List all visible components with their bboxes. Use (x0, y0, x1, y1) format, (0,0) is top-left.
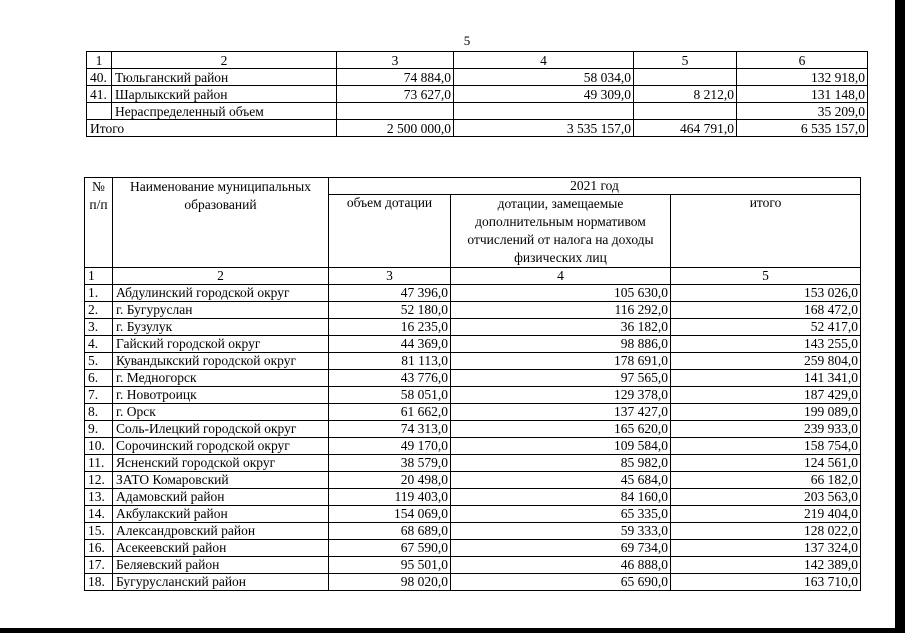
column-number-row (85, 268, 861, 285)
row-number: 13. (85, 489, 113, 506)
cell-col5 (634, 103, 737, 120)
cell-total: 203 563,0 (671, 489, 861, 506)
cell-total: 219 404,0 (671, 506, 861, 523)
cell-col5 (634, 69, 737, 86)
row-number (87, 103, 112, 120)
header-name: Наименование муниципальных образований (113, 178, 329, 268)
cell-col3: 74 884,0 (337, 69, 454, 86)
cell-col3: 73 627,0 (337, 86, 454, 103)
header-col5: итого (671, 195, 861, 268)
cell-total: 142 389,0 (671, 557, 861, 574)
total-col5: 464 791,0 (634, 120, 737, 137)
municipality-name: Александровский район (113, 523, 329, 540)
row-number: 6. (85, 370, 113, 387)
municipality-name: Гайский городской округ (113, 336, 329, 353)
municipality-name: г. Медногорск (113, 370, 329, 387)
cell-total: 137 324,0 (671, 540, 861, 557)
total-col4: 3 535 157,0 (454, 120, 634, 137)
row-number: 11. (85, 455, 113, 472)
row-number: 14. (85, 506, 113, 523)
cell-additional-norm: 178 691,0 (451, 353, 671, 370)
table-continued (86, 51, 868, 137)
table-row (85, 370, 861, 387)
table-row (85, 557, 861, 574)
cell-subsidy: 98 020,0 (329, 574, 451, 591)
cell-additional-norm: 85 982,0 (451, 455, 671, 472)
cell-total: 239 933,0 (671, 421, 861, 438)
row-number: 4. (85, 336, 113, 353)
municipality-name: Нераспределенный объем (112, 103, 337, 120)
municipality-name: г. Бугуруслан (113, 302, 329, 319)
cell-additional-norm: 45 684,0 (451, 472, 671, 489)
table-row (85, 489, 861, 506)
cell-total: 128 022,0 (671, 523, 861, 540)
municipality-name: г. Новотроицк (113, 387, 329, 404)
cell-additional-norm: 116 292,0 (451, 302, 671, 319)
header-row (85, 178, 861, 195)
table-row (85, 574, 861, 591)
cell-subsidy: 81 113,0 (329, 353, 451, 370)
table-row (85, 404, 861, 421)
header-col4: дотации, замещаемые дополнительным нормативом отчислений от налога на доходы физических лиц (451, 195, 671, 268)
table-row (85, 421, 861, 438)
table-row (85, 353, 861, 370)
table-row (85, 455, 861, 472)
cell-col5: 8 212,0 (634, 86, 737, 103)
municipality-name: Кувандыкский городской округ (113, 353, 329, 370)
municipality-name: Сорочинский городской округ (113, 438, 329, 455)
table-row (87, 103, 868, 120)
row-number: 12. (85, 472, 113, 489)
total-col3: 2 500 000,0 (337, 120, 454, 137)
row-number: 2. (85, 302, 113, 319)
page-number: 5 (463, 33, 471, 48)
municipality-name: г. Бузулук (113, 319, 329, 336)
cell-total: 168 472,0 (671, 302, 861, 319)
cell-total: 52 417,0 (671, 319, 861, 336)
page-right-border (895, 0, 905, 633)
cell-additional-norm: 65 690,0 (451, 574, 671, 591)
table-row (85, 506, 861, 523)
cell-col3 (337, 103, 454, 120)
page-bottom-border (0, 628, 905, 633)
column-number: 3 (329, 268, 451, 285)
row-number: 17. (85, 557, 113, 574)
column-number: 2 (112, 52, 337, 69)
row-number: 15. (85, 523, 113, 540)
total-col6: 6 535 157,0 (737, 120, 868, 137)
cell-subsidy: 20 498,0 (329, 472, 451, 489)
table-2021 (84, 177, 861, 591)
cell-additional-norm: 109 584,0 (451, 438, 671, 455)
cell-total: 141 341,0 (671, 370, 861, 387)
header-num: № п/п (85, 178, 113, 268)
cell-subsidy: 74 313,0 (329, 421, 451, 438)
municipality-name: Беляевский район (113, 557, 329, 574)
cell-subsidy: 68 689,0 (329, 523, 451, 540)
cell-additional-norm: 69 734,0 (451, 540, 671, 557)
cell-total: 143 255,0 (671, 336, 861, 353)
cell-subsidy: 154 069,0 (329, 506, 451, 523)
column-number: 5 (634, 52, 737, 69)
cell-subsidy: 67 590,0 (329, 540, 451, 557)
row-number: 1. (85, 285, 113, 302)
cell-subsidy: 49 170,0 (329, 438, 451, 455)
row-number: 41. (87, 86, 112, 103)
municipality-name: Шарлыкский район (112, 86, 337, 103)
cell-subsidy: 52 180,0 (329, 302, 451, 319)
cell-additional-norm: 129 378,0 (451, 387, 671, 404)
column-number-row (87, 52, 868, 69)
column-number: 1 (85, 268, 113, 285)
table-row (85, 387, 861, 404)
cell-total: 158 754,0 (671, 438, 861, 455)
cell-total: 187 429,0 (671, 387, 861, 404)
cell-col6: 132 918,0 (737, 69, 868, 86)
table-row (85, 285, 861, 302)
cell-additional-norm: 137 427,0 (451, 404, 671, 421)
table-row (87, 69, 868, 86)
row-number: 8. (85, 404, 113, 421)
cell-total: 66 182,0 (671, 472, 861, 489)
municipality-name: Тюльганский район (112, 69, 337, 86)
cell-additional-norm: 165 620,0 (451, 421, 671, 438)
row-number: 40. (87, 69, 112, 86)
cell-total: 199 089,0 (671, 404, 861, 421)
total-row (87, 120, 868, 137)
column-number: 4 (451, 268, 671, 285)
cell-additional-norm: 105 630,0 (451, 285, 671, 302)
table-row (85, 472, 861, 489)
table-row (87, 86, 868, 103)
cell-subsidy: 43 776,0 (329, 370, 451, 387)
cell-col4 (454, 103, 634, 120)
municipality-name: Абдулинский городской округ (113, 285, 329, 302)
cell-col6: 131 148,0 (737, 86, 868, 103)
table-row (85, 319, 861, 336)
municipality-name: Бугурусланский район (113, 574, 329, 591)
total-label: Итого (87, 120, 337, 137)
cell-additional-norm: 46 888,0 (451, 557, 671, 574)
cell-subsidy: 44 369,0 (329, 336, 451, 353)
cell-total: 163 710,0 (671, 574, 861, 591)
municipality-name: Соль-Илецкий городской округ (113, 421, 329, 438)
cell-total: 124 561,0 (671, 455, 861, 472)
cell-additional-norm: 98 886,0 (451, 336, 671, 353)
column-number: 6 (737, 52, 868, 69)
cell-col4: 49 309,0 (454, 86, 634, 103)
column-number: 5 (671, 268, 861, 285)
municipality-name: Асекеевский район (113, 540, 329, 557)
municipality-name: ЗАТО Комаровский (113, 472, 329, 489)
row-number: 3. (85, 319, 113, 336)
cell-additional-norm: 59 333,0 (451, 523, 671, 540)
column-number: 4 (454, 52, 634, 69)
header-col3: объем дотации (329, 195, 451, 268)
cell-subsidy: 95 501,0 (329, 557, 451, 574)
municipality-name: Ясненский городской округ (113, 455, 329, 472)
cell-col6: 35 209,0 (737, 103, 868, 120)
header-year: 2021 год (329, 178, 861, 195)
cell-additional-norm: 36 182,0 (451, 319, 671, 336)
row-number: 5. (85, 353, 113, 370)
cell-col4: 58 034,0 (454, 69, 634, 86)
cell-total: 153 026,0 (671, 285, 861, 302)
row-number: 18. (85, 574, 113, 591)
column-number: 3 (337, 52, 454, 69)
table-row (85, 523, 861, 540)
cell-subsidy: 47 396,0 (329, 285, 451, 302)
municipality-name: Адамовский район (113, 489, 329, 506)
row-number: 9. (85, 421, 113, 438)
table-row (85, 336, 861, 353)
table-row (85, 540, 861, 557)
row-number: 7. (85, 387, 113, 404)
column-number: 1 (87, 52, 112, 69)
cell-additional-norm: 97 565,0 (451, 370, 671, 387)
table-row (85, 302, 861, 319)
row-number: 16. (85, 540, 113, 557)
cell-additional-norm: 84 160,0 (451, 489, 671, 506)
cell-additional-norm: 65 335,0 (451, 506, 671, 523)
cell-subsidy: 16 235,0 (329, 319, 451, 336)
cell-subsidy: 61 662,0 (329, 404, 451, 421)
municipality-name: Акбулакский район (113, 506, 329, 523)
column-number: 2 (113, 268, 329, 285)
table-row (85, 438, 861, 455)
cell-subsidy: 58 051,0 (329, 387, 451, 404)
cell-total: 259 804,0 (671, 353, 861, 370)
municipality-name: г. Орск (113, 404, 329, 421)
row-number: 10. (85, 438, 113, 455)
cell-subsidy: 38 579,0 (329, 455, 451, 472)
cell-subsidy: 119 403,0 (329, 489, 451, 506)
